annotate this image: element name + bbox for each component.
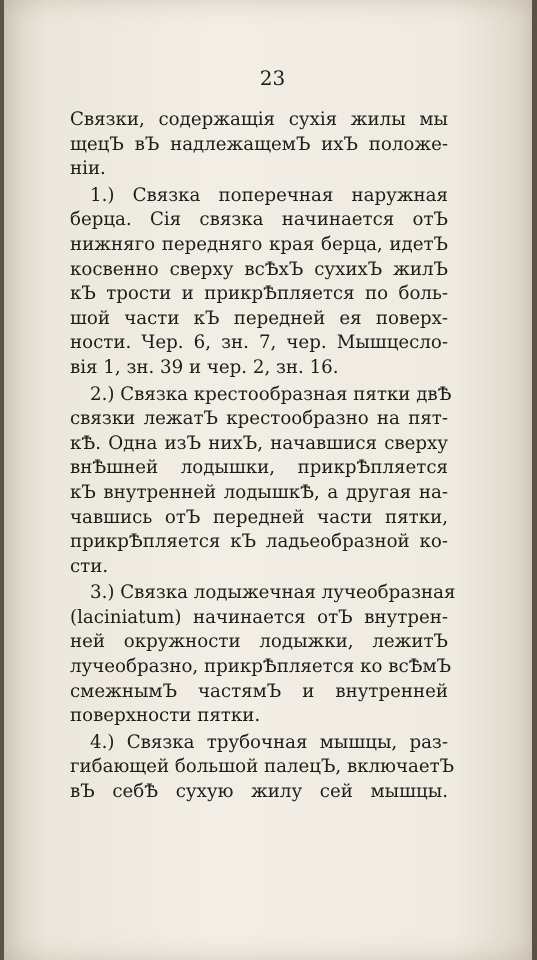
text-line: 2.) Связка крестообразная пятки двѢ [90, 383, 452, 405]
text-line: нижняго передняго края берца, идетЪ [70, 233, 448, 255]
text-line: Связки, содержащія сухія жилы мы [70, 109, 448, 130]
text-line: смежнымЪ частямЪ и внутренней [70, 680, 448, 702]
paragraph-1 [70, 184, 448, 381]
text-line: шой части кЪ передней ея поверх- [70, 307, 448, 329]
text-line: чавшись отЪ передней части пятки, [70, 506, 448, 528]
text-line: внѢшней лодышки, прикрѢпляется [70, 457, 448, 479]
paragraph-2 [70, 383, 452, 580]
text-line: ней окружности лодыжки, лежитЪ [70, 631, 448, 653]
text-line: щецЪ вЪ надлежащемЪ ихЪ положе- [70, 133, 448, 155]
text-line: кЪ внутренней лодышкѢ, а другая на- [70, 481, 448, 503]
paragraph-4 [70, 731, 455, 805]
text-line: связки лежатЪ крестообразно на пят- [70, 408, 448, 430]
text-line: вЪ себѢ сухую жилу сей мышцы. [70, 781, 448, 803]
paragraph-heading [70, 108, 448, 182]
paragraph-3 [70, 581, 456, 729]
text-line: берца. Сія связка начинается отЪ [70, 209, 448, 231]
text-line: косвенно сверху всѢхЪ сухихЪ жилЪ [70, 258, 448, 280]
book-page [4, 0, 532, 960]
text-line: вія 1, зн. 39 и чер. 2, зн. 16. [70, 356, 339, 378]
text-line: прикрѢпляется кЪ ладьеобразной ко- [70, 531, 448, 553]
page-text [70, 108, 456, 807]
text-line: кЪ трости и прикрѢпляется по боль- [70, 283, 448, 305]
text-line: (laciniatum) начинается отЪ внутрен- [70, 606, 448, 628]
text-line: 3.) Связка лодыжечная лучеобразная [90, 582, 456, 604]
text-line: 1.) Связка поперечная наружная [90, 184, 448, 206]
text-line: сти. [70, 555, 109, 577]
text-line: ніи. [70, 158, 106, 180]
text-line: поверхности пятки. [70, 705, 261, 727]
text-line: гибающей большой палецЪ, включаетЪ [70, 756, 455, 778]
text-line: ности. Чер. 6, зн. 7, чер. Мышцесло- [70, 332, 448, 354]
text-line: лучеобразно, прикрѢпляется ко всѢмЪ [70, 656, 452, 678]
text-line: кѢ. Одна изЪ нихЪ, начавшися сверху [70, 432, 448, 454]
page-number: 23 [259, 66, 286, 90]
text-line: 4.) Связка трубочная мышцы, раз- [90, 731, 448, 753]
